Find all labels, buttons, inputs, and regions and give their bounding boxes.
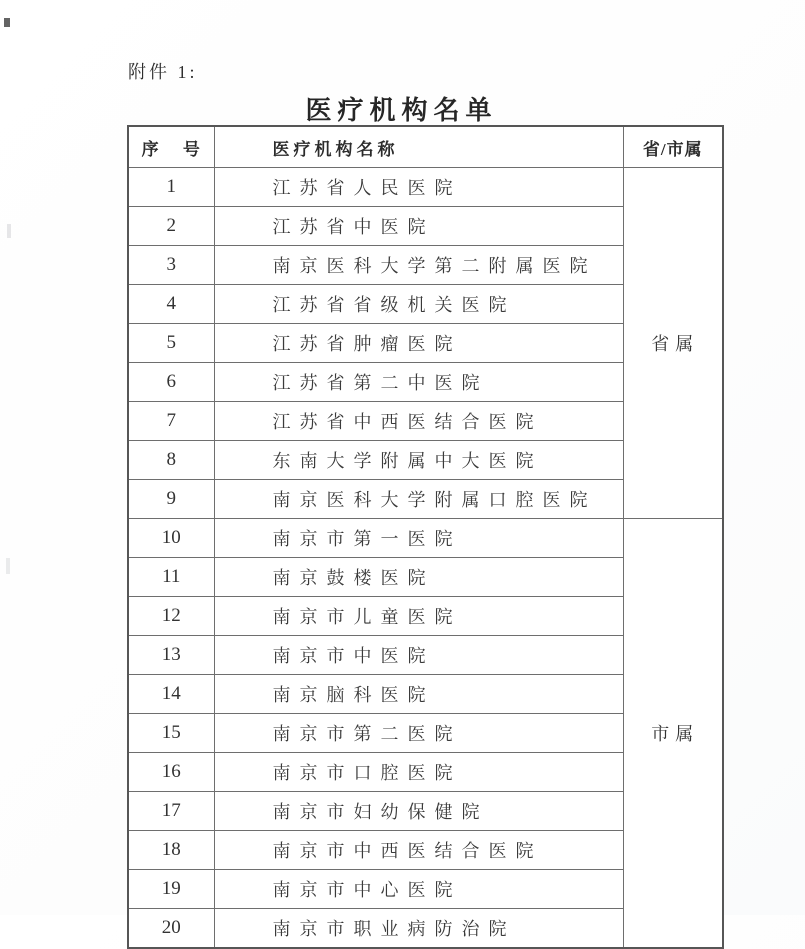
row-number-cell: 4 [128, 285, 214, 324]
row-number-cell: 17 [128, 792, 214, 831]
hospital-name-cell: 东南大学附属中大医院 [214, 441, 623, 480]
hospital-name-cell: 江苏省中西医结合医院 [214, 402, 623, 441]
row-number-cell: 18 [128, 831, 214, 870]
row-number-cell: 1 [128, 168, 214, 207]
header-serial-number: 序 号 [128, 126, 214, 168]
hospital-name-cell: 南京脑科医院 [214, 675, 623, 714]
hospital-name-cell: 江苏省第二中医院 [214, 363, 623, 402]
hospital-table [127, 125, 724, 949]
row-number-cell: 13 [128, 636, 214, 675]
hospital-name-cell: 南京市第二医院 [214, 714, 623, 753]
hospital-name-cell: 江苏省中医院 [214, 207, 623, 246]
row-number-cell: 14 [128, 675, 214, 714]
row-number-cell: 6 [128, 363, 214, 402]
hospital-name-cell: 南京医科大学第二附属医院 [214, 246, 623, 285]
row-number-cell: 20 [128, 909, 214, 949]
attachment-label: 附件 1: [128, 62, 198, 82]
row-number-cell: 5 [128, 324, 214, 363]
table-row [128, 168, 723, 207]
hospital-name-cell: 南京市妇幼保健院 [214, 792, 623, 831]
hospital-name-cell: 南京市中心医院 [214, 870, 623, 909]
scan-artifact [4, 18, 10, 27]
hospital-name-cell: 南京市第一医院 [214, 519, 623, 558]
hospital-name-cell: 南京鼓楼医院 [214, 558, 623, 597]
hospital-name-cell: 江苏省省级机关医院 [214, 285, 623, 324]
hospital-name-cell: 南京市中医院 [214, 636, 623, 675]
row-number-cell: 19 [128, 870, 214, 909]
hospital-name-cell: 江苏省人民医院 [214, 168, 623, 207]
hospital-name-cell: 南京医科大学附属口腔医院 [214, 480, 623, 519]
row-number-cell: 11 [128, 558, 214, 597]
row-number-cell: 15 [128, 714, 214, 753]
row-number-cell: 16 [128, 753, 214, 792]
row-number-cell: 10 [128, 519, 214, 558]
row-number-cell: 7 [128, 402, 214, 441]
row-number-cell: 12 [128, 597, 214, 636]
hospital-name-cell: 南京市职业病防治院 [214, 909, 623, 949]
row-number-cell: 2 [128, 207, 214, 246]
table-header-row [128, 126, 723, 168]
row-number-cell: 8 [128, 441, 214, 480]
row-number-cell: 3 [128, 246, 214, 285]
hospital-name-cell: 江苏省肿瘤医院 [214, 324, 623, 363]
scan-artifact [7, 224, 11, 238]
header-institution-name: 医疗机构名称 [214, 126, 623, 168]
header-affiliation: 省/市属 [623, 126, 723, 168]
table-row [128, 519, 723, 558]
hospital-name-cell: 南京市儿童医院 [214, 597, 623, 636]
row-number-cell: 9 [128, 480, 214, 519]
affiliation-cell-municipal: 市属 [623, 519, 723, 949]
hospital-name-cell: 南京市中西医结合医院 [214, 831, 623, 870]
scan-artifact [6, 558, 10, 574]
hospital-name-cell: 南京市口腔医院 [214, 753, 623, 792]
affiliation-cell-provincial: 省属 [623, 168, 723, 519]
page-title: 医疗机构名单 [305, 96, 498, 125]
